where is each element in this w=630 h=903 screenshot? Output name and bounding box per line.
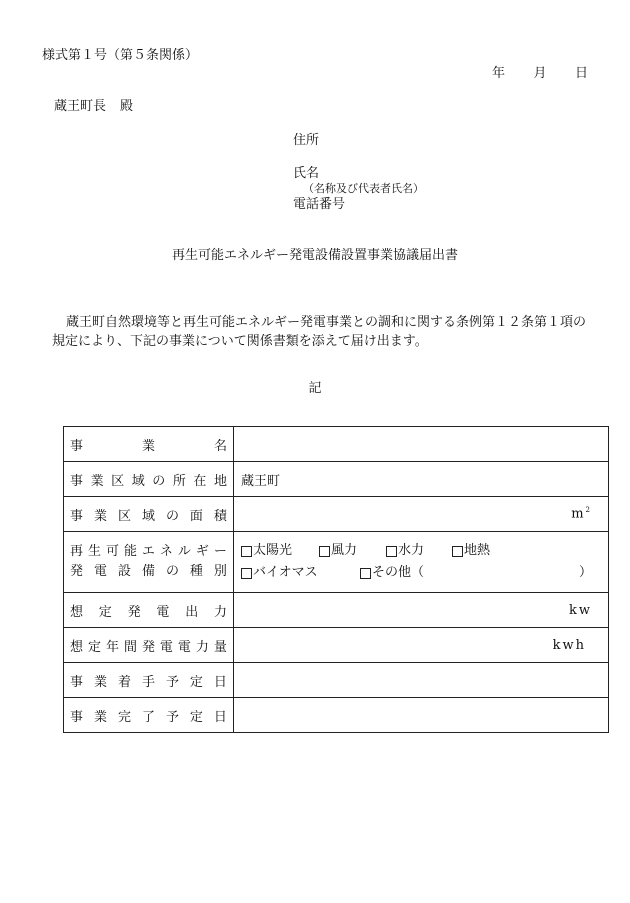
capacity-label: 想 定 発 電 出 力 (64, 593, 234, 628)
annual-output-label: 想 定 年 間 発 電 電 力 量 (64, 628, 234, 663)
area-unit: m (571, 506, 586, 522)
project-name-label: 事 業 名 (64, 427, 234, 462)
checkbox-icon (360, 568, 371, 579)
other-close-paren: ） (578, 565, 592, 580)
annual-output-field[interactable] (234, 628, 609, 663)
checkbox-icon (386, 546, 397, 557)
annual-output-unit: kwh (552, 637, 586, 653)
end-date-field[interactable] (234, 698, 609, 733)
table-row (64, 593, 609, 628)
phone-label: 電話番号 (293, 197, 346, 212)
option-hydro[interactable]: 水力 (386, 540, 452, 562)
type-label: 再 生 可 能 エ ネ ル ギ ー 発 電 設 備 の 種 別 (64, 532, 234, 593)
table-row (64, 532, 609, 593)
area-label: 事 業 区 域 の 面 積 (64, 497, 234, 532)
table-row (64, 663, 609, 698)
checkbox-icon (452, 546, 463, 557)
name-label: 氏名 (293, 166, 320, 181)
capacity-field[interactable] (234, 593, 609, 628)
location-field[interactable] (234, 462, 609, 497)
table-row (64, 427, 609, 462)
table-row (64, 698, 609, 733)
project-name-field[interactable] (234, 427, 609, 462)
location-value: 蔵王町 (241, 473, 281, 489)
option-wind[interactable]: 風力 (319, 540, 386, 562)
document-title: 再生可能エネルギー発電設備設置事業協議届出書 (171, 248, 458, 263)
table-row (64, 497, 609, 532)
start-date-label: 事 業 着 手 予 定 日 (64, 663, 234, 698)
ki-heading: 記 (308, 381, 322, 396)
type-field (234, 532, 609, 593)
checkbox-icon (241, 546, 252, 557)
option-other[interactable]: その他（ (360, 562, 424, 584)
info-table (63, 426, 609, 733)
checkbox-icon (319, 546, 330, 557)
body-text: 蔵王町自然環境等と再生可能エネルギー発電事業との調和に関する条例第１２条第１項の規定により、下記の事業について関係書類を添えて届け出ます。 (52, 315, 587, 349)
name-note: （名称及び代表者氏名） (303, 182, 424, 195)
end-date-label: 事 業 完 了 予 定 日 (64, 698, 234, 733)
date-line (492, 66, 588, 82)
option-solar[interactable]: 太陽光 (241, 540, 319, 562)
addressee-name: 蔵王町長 (54, 99, 107, 114)
address-label: 住所 (293, 133, 320, 148)
location-label: 事 業 区 域 の 所 在 地 (64, 462, 234, 497)
addressee (54, 99, 133, 115)
table-row (64, 628, 609, 663)
checkbox-icon (241, 568, 252, 579)
form-number: 様式第１号（第５条関係） (42, 48, 199, 63)
area-unit-sup: 2 (585, 506, 592, 515)
capacity-unit: kw (568, 602, 592, 618)
start-date-field[interactable] (234, 663, 609, 698)
date-day: 日 (574, 66, 588, 81)
option-biomass[interactable]: バイオマス (241, 562, 360, 584)
area-field[interactable] (234, 497, 609, 532)
table-row (64, 462, 609, 497)
date-month: 月 (533, 66, 547, 81)
option-geothermal[interactable]: 地熱 (452, 540, 490, 562)
date-year: 年 (492, 66, 506, 81)
addressee-honorific: 殿 (120, 99, 134, 114)
